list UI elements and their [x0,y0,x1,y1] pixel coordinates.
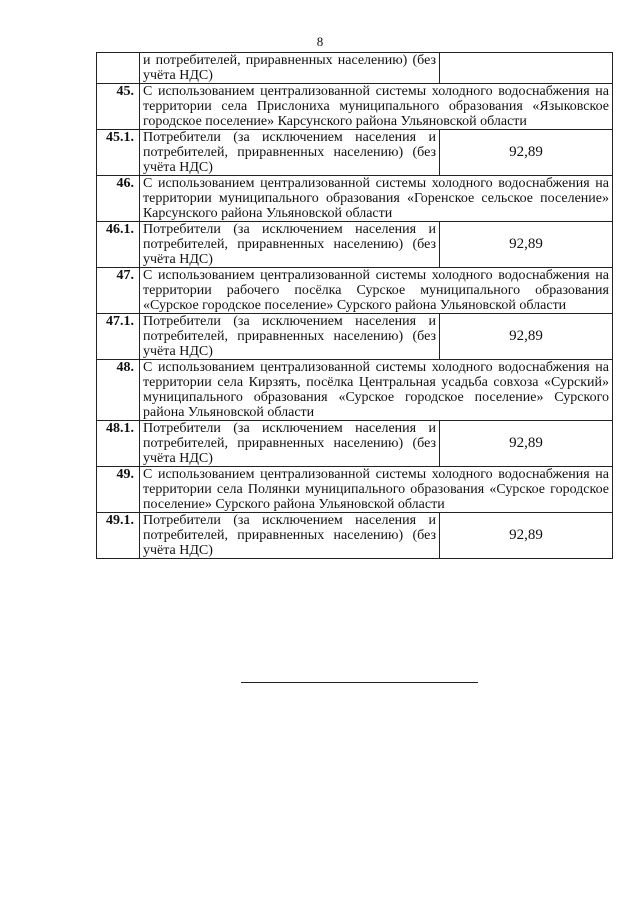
consumer-description: и потребителей, приравненных населению) (без учёта НДС) [140,53,440,84]
table-row-45-1 [97,130,613,176]
table-row-section-48 [97,360,613,421]
table-row-section-45 [97,84,613,130]
row-number: 45. [97,84,140,130]
page-number: 8 [316,34,324,49]
row-number: 45.1. [97,130,140,176]
tariff-value: 92,89 [440,513,613,559]
table-row-49-1 [97,513,613,559]
row-number [97,53,140,84]
row-number: 46.1. [97,222,140,268]
row-number: 47. [97,268,140,314]
consumer-description: Потребители (за исключением населения и потребителей, приравненных населению) (без учёта НДС) [140,314,440,360]
table-row-section-46 [97,176,613,222]
tariff-value: 92,89 [440,421,613,467]
tariff-value: 92,89 [440,314,613,360]
table-row-section-49 [97,467,613,513]
row-number: 48.1. [97,421,140,467]
tariff-value: 92,89 [440,130,613,176]
row-number: 48. [97,360,140,421]
table-row-section-47 [97,268,613,314]
tariff-value: 92,89 [440,222,613,268]
row-number: 49. [97,467,140,513]
table-row-continuation [97,53,613,84]
row-number: 46. [97,176,140,222]
section-description: С использованием централизованной системы холодного водоснабжения на территории села Прислониха муниципального образования «Языковское городское поселение» Карсунского района Ульяновской области [140,84,613,130]
section-description: С использованием централизованной системы холодного водоснабжения на территории села Кирзять, посёлка Центральная усадьба совхоза «Сурский» муниципального образования «Сурское городское поселение» Сурского района Ульяновской области [140,360,613,421]
table-row-48-1 [97,421,613,467]
table-row-47-1 [97,314,613,360]
consumer-description: Потребители (за исключением населения и потребителей, приравненных населению) (без учёта НДС) [140,130,440,176]
section-description: С использованием централизованной системы холодного водоснабжения на территории рабочего посёлка Сурское муниципального образования «Сурское городское поселение» Сурского района Ульяновской области [140,268,613,314]
row-number: 47.1. [97,314,140,360]
table-row-46-1 [97,222,613,268]
row-number: 49.1. [97,513,140,559]
consumer-description: Потребители (за исключением населения и потребителей, приравненных населению) (без учёта НДС) [140,222,440,268]
consumer-description: Потребители (за исключением населения и потребителей, приравненных населению) (без учёта НДС) [140,513,440,559]
closing-rule [241,682,478,683]
section-description: С использованием централизованной системы холодного водоснабжения на территории муниципального образования «Горенское сельское поселение» Карсунского района Ульяновской области [140,176,613,222]
tariff-table [96,52,613,559]
tariff-value [440,53,613,84]
section-description: С использованием централизованной системы холодного водоснабжения на территории села Полянки муниципального образования «Сурское городское поселение» Сурского района Ульяновской области [140,467,613,513]
consumer-description: Потребители (за исключением населения и потребителей, приравненных населению) (без учёта НДС) [140,421,440,467]
